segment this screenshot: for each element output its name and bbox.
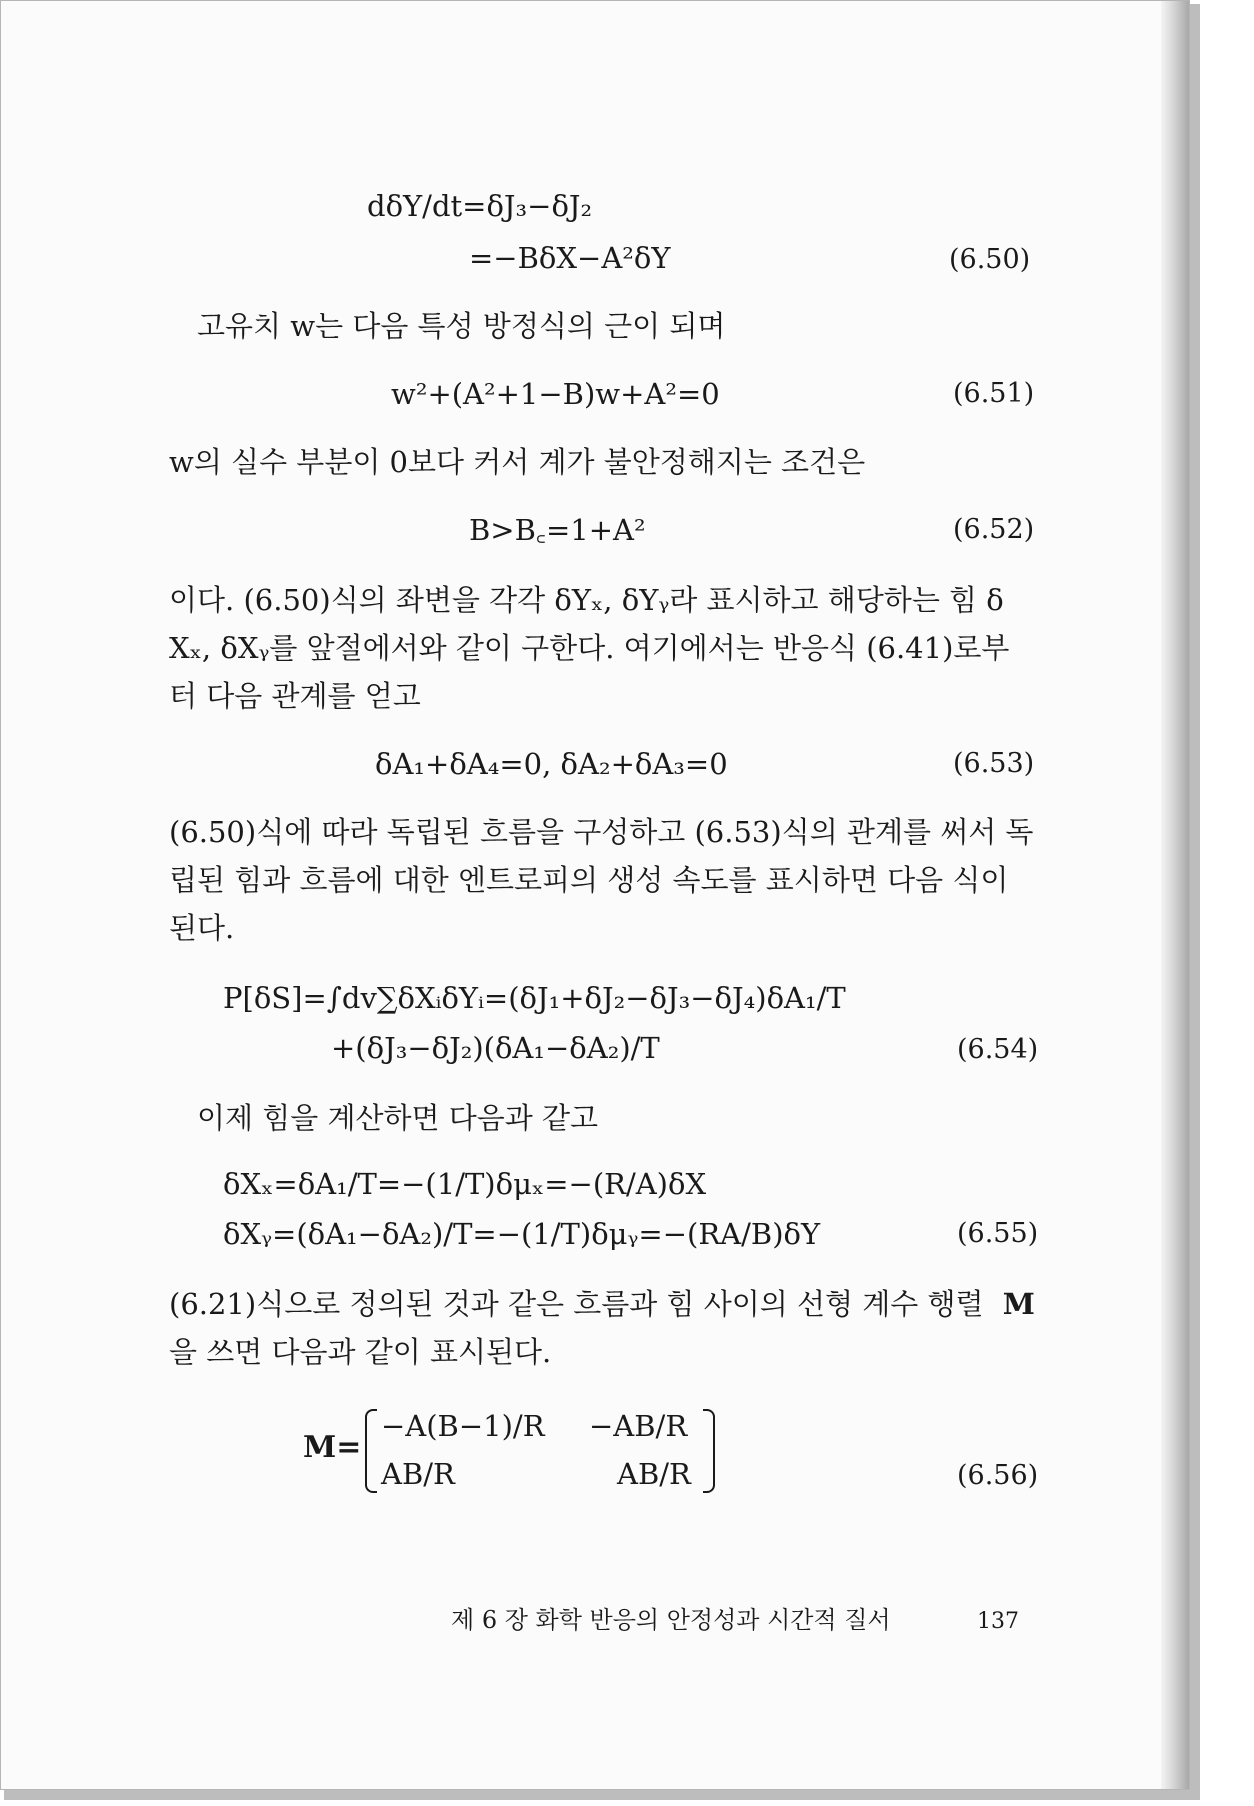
text-force-calc: 이제 힘을 계산하면 다음과 같고 — [197, 1101, 599, 1135]
para3-line2: 을 쓰면 다음과 같이 표시된다. — [169, 1335, 552, 1369]
para2-line3: 된다. — [169, 911, 235, 945]
eq-6-51-number: (6.51) — [953, 378, 1035, 409]
eq-6-54-number: (6.54) — [957, 1034, 1039, 1065]
eq-6-53-number: (6.53) — [953, 748, 1035, 779]
eq-6-54-line2: +(δJ₃−δJ₂)(δA₁−δA₂)/T — [331, 1031, 660, 1065]
para3-line1 — [169, 1285, 1035, 1323]
para3-matrix-symbol: M — [1002, 1287, 1035, 1321]
para2-line1: (6.50)식에 따라 독립된 흐름을 구성하고 (6.53)식의 관계를 써서 독 — [169, 815, 1034, 849]
para1-line2: Xₓ, δXᵧ를 앞절에서와 같이 구한다. 여기에서는 반응식 (6.41)로부 — [169, 631, 1010, 665]
eq-6-53-formula: δA₁+δA₄=0, δA₂+δA₃=0 — [375, 747, 728, 781]
matrix-r2c1: AB/R — [381, 1457, 455, 1491]
eq-6-50-number: (6.50) — [949, 244, 1031, 275]
eq-6-56-label: M= — [303, 1430, 362, 1465]
para3-line1-text: (6.21)식으로 정의된 것과 같은 흐름과 힘 사이의 선형 계수 행렬 — [169, 1287, 984, 1321]
eq-6-52-formula: B>B꜀=1+A² — [469, 513, 646, 547]
eq-6-52-number: (6.52) — [953, 514, 1035, 545]
eq-6-55-number: (6.55) — [957, 1218, 1039, 1249]
running-footer-chapter: 제 6 장 화학 반응의 안정성과 시간적 질서 — [451, 1606, 891, 1634]
para1-line1: 이다. (6.50)식의 좌변을 각각 δYₓ, δYᵧ라 표시하고 해당하는 힘 δ — [169, 583, 1004, 617]
para2-line2: 립된 힘과 흐름에 대한 엔트로피의 생성 속도를 표시하면 다음 식이 — [169, 863, 1009, 897]
text-eigenvalue: 고유치 w는 다음 특성 방정식의 근이 되며 — [197, 309, 726, 343]
eq-6-50-line1: dδY/dt=δJ₃−δJ₂ — [367, 189, 593, 223]
eq-6-56-number: (6.56) — [957, 1460, 1039, 1491]
matrix-right-bracket — [703, 1409, 715, 1493]
page-spine-edge — [1161, 1, 1189, 1790]
eq-6-50-line2: =−BδX−A²δY — [469, 241, 671, 275]
matrix-r2c2: AB/R — [617, 1457, 691, 1491]
eq-6-54-line1: P[δS]=∫dv∑δXᵢδYᵢ=(δJ₁+δJ₂−δJ₃−δJ₄)δA₁/T — [223, 981, 846, 1015]
eq-6-55-line1: δXₓ=δA₁/T=−(1/T)δμₓ=−(R/A)δX — [223, 1167, 707, 1201]
para1-line3: 터 다음 관계를 얻고 — [169, 679, 421, 713]
page-number: 137 — [977, 1609, 1019, 1634]
matrix-r1c1: −A(B−1)/R — [381, 1409, 545, 1443]
eq-6-55-line2: δXᵧ=(δA₁−δA₂)/T=−(1/T)δμᵧ=−(RA/B)δY — [223, 1217, 821, 1251]
eq-6-51-formula: w²+(A²+1−B)w+A²=0 — [391, 377, 720, 411]
matrix-left-bracket — [365, 1409, 377, 1493]
text-instability-condition: w의 실수 부분이 0보다 커서 계가 불안정해지는 조건은 — [169, 445, 866, 479]
matrix-r1c2: −AB/R — [589, 1409, 688, 1443]
